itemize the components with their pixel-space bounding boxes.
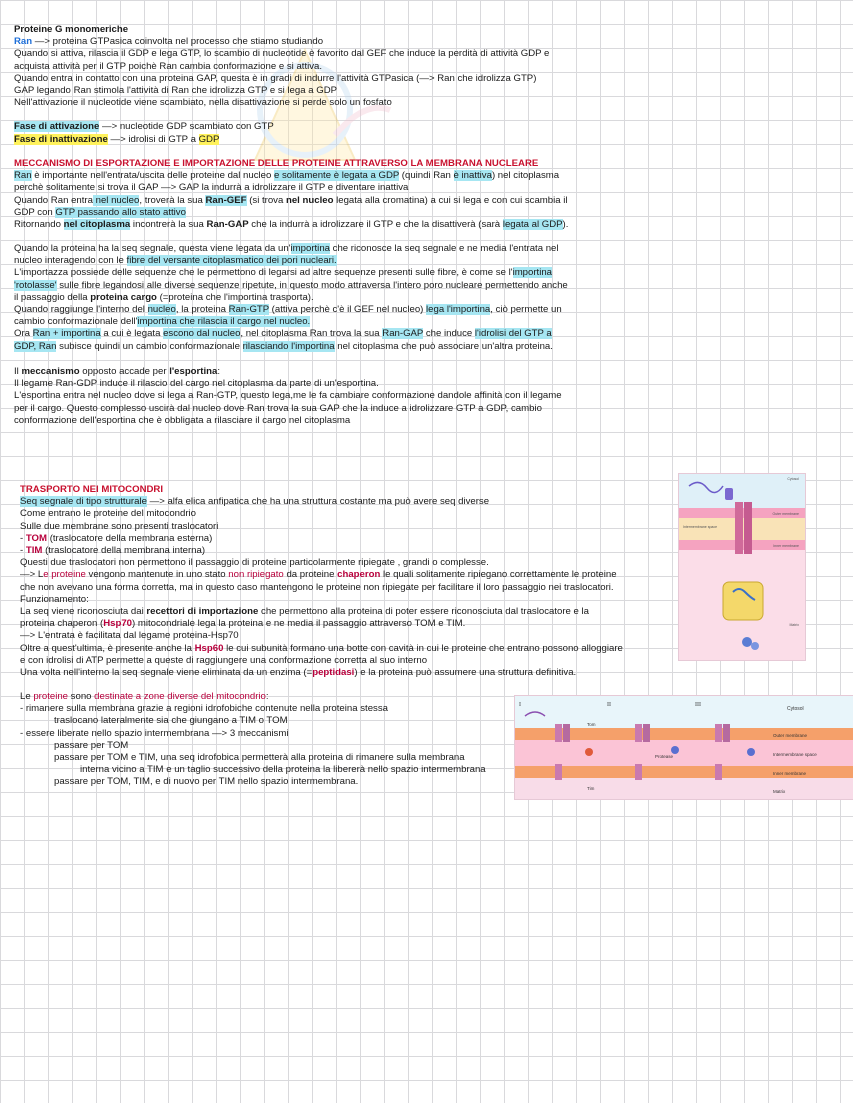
label-matrix: Matrix — [773, 789, 786, 794]
text-line: - rimanere sulla membrana grazie a regioni idrofobiche contenute nella proteina stessa — [20, 703, 388, 715]
text-line: conformazione dell'esportina che è obbligata a rilasciare il cargo nel citoplasma — [14, 414, 351, 426]
protein-icon — [671, 746, 679, 754]
label-inner: Inner membrane — [773, 544, 799, 548]
text-line: nucleo interagendo con le fibre del versante citoplasmatico dei pori nucleari. — [14, 255, 337, 267]
text-line: Il legame Ran-GDP induce il rilascio del cargo nel citoplasma da parte di un'esportina. — [14, 378, 379, 390]
text-line: per il cargo. Questo complesso uscirà dal nucleo dove Ran trova la sua GAP che la induce a idrolizzare GTP a GDP, cambio — [14, 402, 542, 414]
protein-icon — [747, 748, 755, 756]
text-line: Quando si attiva, rilascia il GDP e lega GTP, lo scambio di nucleotide è favorito dal GEF che induce la perdità di attività GDP e — [14, 48, 550, 60]
receptor-icon — [725, 488, 733, 500]
text-line: il passaggio della proteina cargo (=proteina che l'importina trasporta). — [14, 291, 314, 303]
matrix-region — [515, 778, 853, 799]
text-line: 'rotolasse' sulle fibre legandosi alle diverse sequenze ripetute, in questo modo attraversa l'intero poro nucleare permettendo anche — [14, 279, 568, 291]
tim-channel-icon — [555, 764, 562, 780]
tom-tim-channel-icon — [744, 502, 752, 554]
text-line: GDP, Ran subisce quindi un cambio conformazionale rilasciando l'importina nel citoplasma che può associare un'altra proteina. — [14, 340, 553, 352]
text-line: L'importazza possiede delle sequenze che le permettono di legarsi ad altre sequenze presenti sulle fibre, è come se l'importina — [14, 267, 553, 279]
text-line: interna vicino a TIM e un taglio successivo della proteina la libererà nello spazio intermembrana — [80, 764, 486, 776]
text-line: Il meccanismo opposto accade per l'esportina: — [14, 366, 221, 377]
folded-protein-icon — [751, 642, 759, 650]
hsp60-barrel-icon — [723, 582, 763, 620]
section-ran-gprotein — [14, 24, 549, 146]
text-line: - essere liberate nello spazio intermembrana —> 3 meccanismi — [20, 727, 289, 739]
mitochondria-import-figure — [678, 473, 806, 661]
tim-channel-icon — [635, 764, 642, 780]
text-line: Ran —> proteina GTPasica coinvolta nel processo che stiamo studiando — [14, 36, 324, 48]
folded-protein-icon — [742, 637, 752, 647]
panel-label-3: III — [695, 702, 701, 708]
section-mitochondria-destinations — [20, 691, 486, 789]
text-line: acquista attività per il GTP poichè Ran cambia conformazione e si attiva. — [14, 60, 323, 72]
text-line: passare per TOM, TIM, e di nuovo per TIM nello spazio intermembrana. — [54, 776, 359, 788]
label-outer: Outer membrane — [773, 733, 808, 738]
text-line: La seq viene riconosciuta dai recettori di importazione che permettono alla proteina di poter essere riconosciuta dal traslocatore e la — [20, 606, 589, 618]
label-cytosol: Cytosol — [787, 477, 799, 481]
text-line: Come entrano le proteine del mitocondrio — [20, 508, 196, 520]
text-line: Ran è importante nell'entrata/uscita delle proteine dal nucleo e solitamente è legata a GDP (quindi Ran è inattiva) nel citoplasma — [14, 170, 560, 182]
tom-channel-icon — [715, 724, 722, 742]
text-line: —> L'entrata è facilitata dal legame proteina-Hsp70 — [20, 630, 239, 642]
text-line: Quando Ran entra nel nucleo, troverà la sua Ran-GEF (si trova nel nucleo legata alla cromatina) a cui si lega e con cui scambia il — [14, 194, 568, 206]
text-line: Una volta nell'interno la seq segnale viene eliminata da un enzima (=peptidasi) e la proteina può assumere una struttura definitiva. — [20, 667, 577, 679]
label-matrix: Matrix — [789, 623, 799, 627]
text-line: - TIM (traslocatore della membrana interna) — [20, 545, 206, 557]
text-line: cambio conformazionale dell'importina che rilascia il cargo nel nucleo. — [14, 316, 311, 328]
text-line: —> Le proteine vengono mantenute in uno stato non ripiegato da proteine chaperon le quali solitamente ripiegano correttamente le proteine — [20, 569, 617, 581]
text-line: Fase di attivazione —> nucleotide GDP scambiato con GTP — [14, 121, 274, 133]
section-title: Proteine G monomeriche — [14, 24, 129, 35]
label-inter: Intermembrane space — [683, 525, 718, 529]
text-line: Quando raggiunge l'interno del nucleo, la proteina Ran-GTP (attiva perchè c'è il GEF nel nucleo) lega l'importina, ciò permette un — [14, 304, 562, 316]
text-line: e con idrolisi di ATP permette a queste di raggiungere una conformazione corretta al suo interno — [20, 654, 428, 666]
text-line: Ora Ran + importina a cui è legata escono dal nucleo, nel citoplasma Ran trova la sua Ran-GAP che induce l'idrolisi del GTP a — [14, 328, 552, 340]
label-tom: Tom — [587, 722, 596, 727]
protein-icon — [585, 748, 593, 756]
panel-label-2: II — [607, 702, 611, 708]
text-line: Seq segnale di tipo strutturale —> alfa elica anfipatica che ha una struttura costante ma può avere seq diverse — [20, 496, 490, 508]
label-protease: Protease — [655, 754, 674, 759]
tom-channel-icon — [643, 724, 650, 742]
section-title: TRASPORTO NEI MITOCONDRI — [20, 484, 164, 495]
label-outer: Outer membrane — [772, 512, 799, 516]
text-line: Fase di inattivazione —> idrolisi di GTP a GDP — [14, 133, 220, 145]
intermembrane-pathways-figure — [514, 695, 853, 800]
section-mitochondria-transport — [20, 484, 623, 679]
panel-label-1: I — [519, 702, 521, 708]
tom-tim-channel-icon — [735, 502, 743, 554]
text-line: proteina chaperon (Hsp70) mitocondriale lega la proteina e ne media il passaggio attraverso TOM e TIM. — [20, 618, 466, 630]
text-line: traslocano lateralmente sia che giungano a TIM o TOM — [54, 715, 288, 727]
label-cytosol: Cytosol — [787, 706, 804, 712]
text-line: Questi due traslocatori non permettono il passaggio di proteine particolarmente ripiegate , grandi o complesse. — [20, 557, 489, 569]
label-tim: Tim — [587, 786, 595, 791]
text-line: che non avevano una forma corretta, ma in questo caso mantengono le proteine non ripiegate per facilitare il loro passaggio nei traslocatori. — [20, 581, 614, 593]
text-line: passare per TOM e TIM, una seq idrofobica permetterà alla proteina di rimanere sulla membrana — [54, 752, 465, 764]
section-nuclear-transport — [14, 158, 568, 231]
tom-channel-icon — [563, 724, 570, 742]
section-importina — [14, 243, 568, 353]
text-line: Oltre a quest'ultima, è presente anche la Hsp60 le cui subunità formano una botte con cavità in cui le proteine che entrano possono alloggiare — [20, 642, 623, 654]
text-line: - TOM (traslocatore della membrana esterna) — [20, 532, 213, 544]
text-line: Quando la proteina ha la seq segnale, questa viene legata da un'importina che riconosce la seq segnale e ne media l'entrata nel — [14, 243, 559, 254]
tim-channel-icon — [715, 764, 722, 780]
section-title: MECCANISMO DI ESPORTAZIONE E IMPORTAZIONE DELLE PROTEINE ATTRAVERSO LA MEMBRANA NUCLEARE — [14, 158, 539, 169]
tom-channel-icon — [555, 724, 562, 742]
text-line: Funzionamento: — [20, 593, 89, 605]
text-line: perchè solitamente si trova il GAP —> GAP la indurrà a idrolizzare il GTP e diventare inattiva — [14, 182, 409, 194]
text-line: Ritornando nel citoplasma incontrerà la sua Ran-GAP che la indurrà a idrolizzare il GTP e che la disattiverà (sarà legata al GDP). — [14, 219, 569, 231]
section-esportina — [14, 366, 562, 427]
text-line: GDP con GTP passando allo stato attivo — [14, 206, 186, 218]
text-line: Le proteine sono destinate a zone diverse del mitocondrio: — [20, 691, 269, 702]
text-line: passare per TOM — [54, 739, 129, 751]
label-inter: Intermembrane space — [773, 752, 817, 757]
label-inner: Inner membrane — [773, 771, 807, 776]
text-line: Quando entra in contatto con una proteina GAP, questa è in gradi di indurre l'attività GTPasica (—> Ran che idrolizza GTP) — [14, 72, 537, 84]
text-line: GAP legando Ran stimola l'attività di Ran che idrolizza GTP e si lega a GDP — [14, 85, 338, 97]
tom-channel-icon — [635, 724, 642, 742]
text-line: Nell'attivazione il nucleotide viene scambiato, nella disattivazione si perde solo un fosfato — [14, 97, 392, 109]
text-line: Sulle due membrane sono presenti traslocatori — [20, 520, 219, 532]
text-line: L'esportina entra nel nucleo dove si lega a Ran-GTP, questo lega,me le fa cambiare conformazione dandole affinità con il legame — [14, 390, 562, 402]
tom-channel-icon — [723, 724, 730, 742]
